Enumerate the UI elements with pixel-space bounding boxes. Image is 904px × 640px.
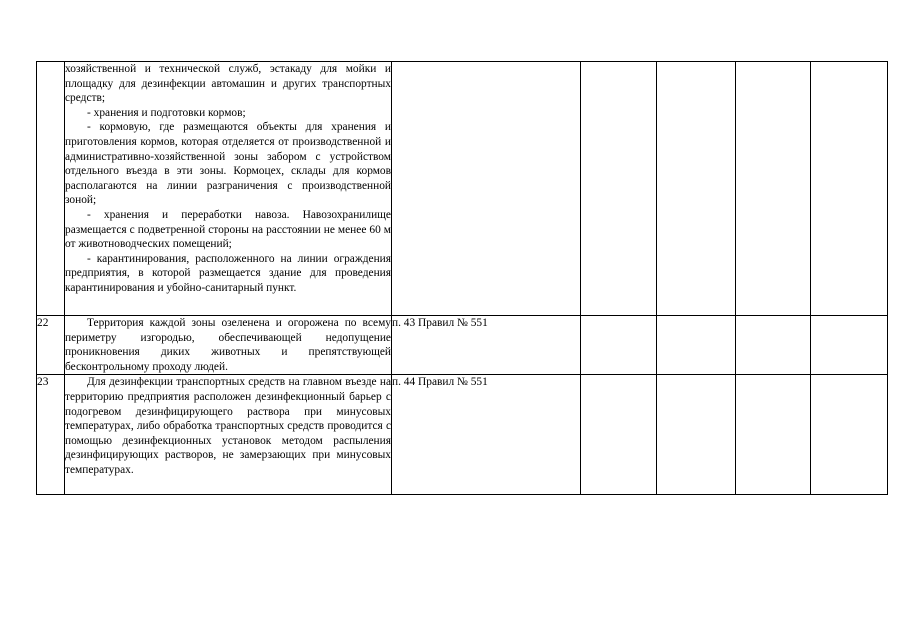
empty-cell: [736, 316, 811, 375]
row-number-cell: [37, 62, 65, 316]
requirement-text: [65, 62, 391, 296]
empty-cell: [811, 375, 888, 495]
requirement-paragraph: - хранения и переработки навоза. Навозохранилище размещается с подветренной стороны на расстоянии не менее 60 м от животноводческих помещений;: [65, 208, 391, 251]
empty-cell: [657, 62, 736, 316]
requirement-paragraph: - кормовую, где размещаются объекты для хранения и приготовления кормов, которая отделяется от производственной и административно-хозяйственной зоны забором с устройством отдельного въезда в эти зоны. Кормоцех, склады для кормов располагаются на линии разграничения с производственной зоной;: [65, 121, 391, 207]
empty-cell: [811, 62, 888, 316]
empty-cell: [736, 62, 811, 316]
requirements-table: [36, 61, 888, 495]
reference-cell: [392, 316, 581, 375]
requirement-cell: [65, 375, 392, 495]
empty-cell: [657, 375, 736, 495]
empty-cell: [657, 316, 736, 375]
empty-cell: [581, 62, 657, 316]
empty-cell: [581, 375, 657, 495]
requirement-paragraph: - хранения и подготовки кормов;: [87, 106, 246, 119]
table-row: [37, 316, 888, 375]
requirement-cell: [65, 62, 392, 316]
empty-cell: [736, 375, 811, 495]
reference-cell: [392, 62, 581, 316]
requirement-paragraph: Территория каждой зоны озеленена и огорожена по всему периметру изгородью, обеспечивающей недопущение проникновения диких животных и препятствующей бесконтрольному проходу людей.: [65, 317, 391, 373]
empty-cell: [811, 316, 888, 375]
row-number-cell: [37, 375, 65, 495]
reference-text: п. 43 Правил № 551: [392, 317, 488, 329]
requirement-text: [65, 375, 391, 477]
row-number-cell: [37, 316, 65, 375]
row-number: 22: [37, 317, 49, 329]
requirement-paragraph: Для дезинфекции транспортных средств на главном въезде на территорию предприятия расположен дезинфекционный барьер с подогревом дезинфицирующего раствора при минусовых температурах, либо обработка транспортных средств проводится с помощью дезинфекционных установок методом распыления дезинфицирующих растворов, не замерзающих при минусовых температурах.: [65, 376, 391, 476]
requirement-paragraph: хозяйственной и технической служб, эстакаду для мойки и площадку для дезинфекции автомашин и других транспортных средств;: [65, 63, 391, 105]
empty-cell: [581, 316, 657, 375]
table-row: [37, 62, 888, 316]
requirement-cell: [65, 316, 392, 375]
row-number: 23: [37, 376, 49, 389]
table-row: [37, 375, 888, 495]
table-body: [37, 62, 888, 495]
reference-text: п. 44 Правил № 551: [392, 376, 488, 389]
reference-cell: [392, 375, 581, 495]
requirement-paragraph: - карантинирования, расположенного на линии ограждения предприятия, в которой размещается здание для проведения карантинирования и убойно-санитарный пункт.: [65, 252, 391, 294]
requirement-text: [65, 316, 391, 374]
